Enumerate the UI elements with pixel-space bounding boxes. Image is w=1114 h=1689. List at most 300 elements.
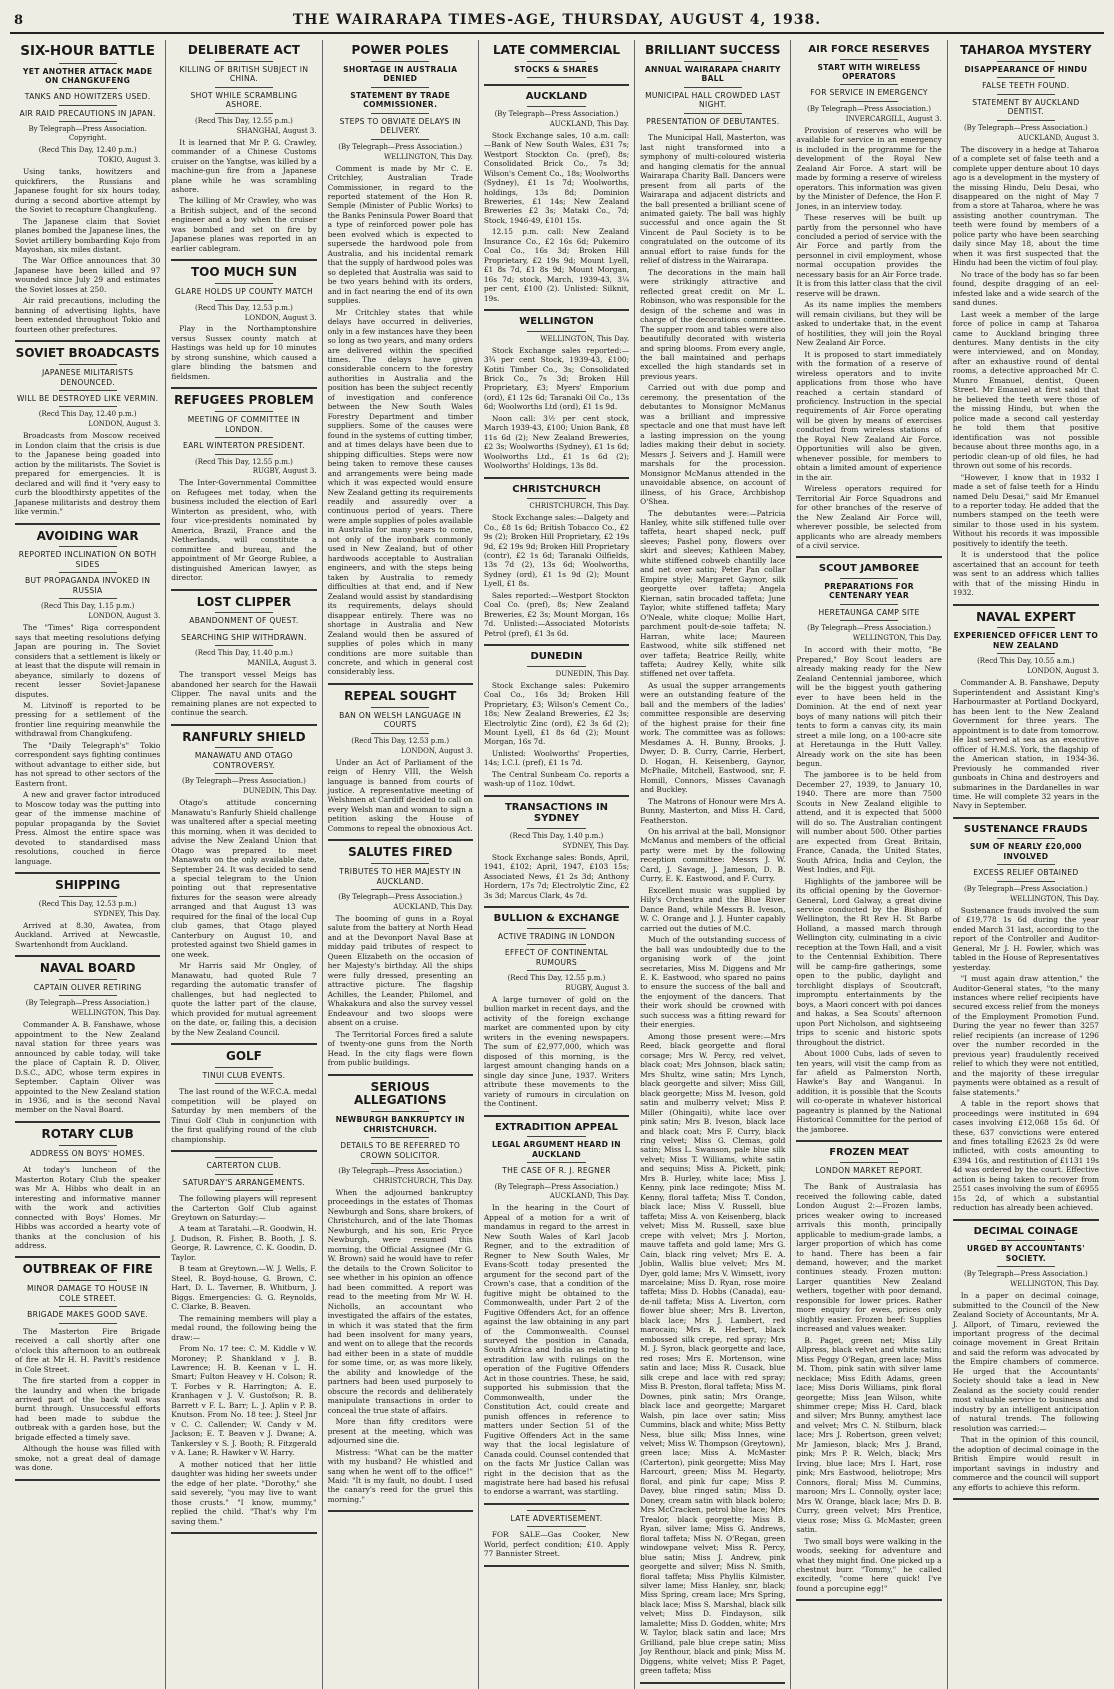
article: [328, 44, 473, 677]
headline-rule: [527, 1510, 585, 1511]
paragraph: Arrived at 8.30, Awatea, from Auckland. Arrived at Newcastle, Swartenhondt from Auckland.: [15, 920, 161, 949]
paragraph: A table in the report shows that proceedings were instituted in 694 cases involving £12,068 15s 6d. Of these, 637 convictions were entered and fines totalling £2623 2s 0d were inflicted, with costs amounting to £394 16s, and restitution of £1131 19s 4d was ordered by the court. Effective action is being taken to recover from 2551 cases involving the sum of £6955 15s 2d, of which a substantial reduction has already been achieved.: [952, 1099, 1099, 1213]
article-headline: SUSTENANCE FRAUDS: [963, 823, 1088, 835]
dateline: MANILA, August 3.: [247, 659, 317, 668]
article-separator: [484, 1565, 629, 1567]
headline-deck: KILLING OF BRITISH SUBJECT IN CHINA.: [179, 64, 309, 84]
headline-rule: [997, 1266, 1056, 1267]
paragraph: The Municipal Hall, Masterton, was last night transformed into a symphony of multi-coloured wisteria and hanging clematis for the annual Wairarapa Charity Ball. Dancers were present from all parts of the Wairarapa and adjacent districts and the ball presented a brilliant scene of animated gaiety. The ball was highly successful and once again the St Vincent de Paul Society is to be congratulated on the outcome of its annual effort to raise funds for the relief of distress in the Wairarapa.: [640, 133, 786, 266]
paragraph: The last round of the W.F.C.A. medal competition will be played on Saturday by men members of the Tinui Golf Club in conjunction with the first qualifying round of the club championship.: [171, 1087, 317, 1144]
article: [484, 802, 629, 900]
article-separator: [640, 1682, 785, 1684]
headline-deck: ABANDONMENT OF QUEST.: [189, 616, 299, 626]
article-body: [15, 623, 160, 866]
article-headline: SERIOUS ALLEGATIONS: [353, 1079, 447, 1108]
paragraph: The decorations in the main hall were strikingly attractive and reflected great credit on Mr L. Robinson, who was responsible for the design of the scheme and was in charge of the decorations committee. The supper room and tables were also beautifully decorated with wisteria and spring blooms. From every angle, the ball maintained and perhaps excelled the high standards set in previous years.: [640, 267, 786, 381]
article: [953, 44, 1099, 598]
article-headline: LATE COMMERCIAL: [492, 43, 621, 57]
received-time: (Recd This Day, 10.55 a.m.): [977, 657, 1075, 666]
article-headline: NAVAL EXPERT: [976, 609, 1076, 624]
dateline: LONDON, August 3.: [88, 612, 161, 621]
headline-rule: [997, 1240, 1056, 1241]
paragraph: The War Office announces that 30 Japanese have been killed and 97 wounded since July 29 and estimates the Soviet losses at 250.: [15, 256, 161, 294]
paragraph: "However, I know that in 1932 I made a set of false teeth for a Hindu named Delu Desai," said Mr Emanuel to a reporter today. He added that the numbers stamped on the teeth were similar to those used in his system. Without his records it was impossible positively to identify the teeth.: [952, 472, 1099, 548]
article-headline: WELLINGTON: [519, 316, 594, 328]
received-time: (Recd This Day, 11.40 p.m.): [195, 649, 293, 658]
paragraph: The Japanese claim that Soviet planes bombed the Japanese lines, the Soviet artillery bombarding Kojo from Mayoshan, six miles distant.: [15, 216, 161, 255]
article: [171, 266, 316, 381]
article: [15, 347, 160, 516]
headline-rule: [997, 881, 1056, 882]
paragraph: The booming of guns in a Royal salute from the battery at North Head and at the Devonport Naval Base at midday paid tributes of respect to Queen Elizabeth on the occasion of her Majesty's birthday. All the ships were fully dressed, presenting an attractive picture. The flagship Achilles, the Leander, Philomel, and Whakakura and also the survey vessel Endeavour and two sloops were absent on a cruise.: [327, 914, 473, 1028]
paragraph: The transport vessel Meigs has abandoned her search for the Hawaii Clipper. The naval units and the remaining planes are not expected to continue the search.: [171, 670, 317, 718]
headline-rule: [59, 1306, 117, 1307]
article-separator: [171, 387, 316, 389]
paragraph: At today's luncheon of the Masterton Rotary Club the speaker was Mr A. Hibbs who dealt in an interesting and informative manner with the work and activities connected with Boys' Homes. Mr Hibbs was accorded a hearty vote of thanks at the conclusion of his address.: [15, 1165, 161, 1250]
headline-deck: SEARCHING SHIP WITHDRAWN.: [181, 632, 307, 642]
article-body: [15, 921, 160, 949]
headline-rule: [997, 864, 1056, 865]
headline-deck: JAPANESE MILITARISTS DENOUNCED.: [41, 368, 134, 387]
article-separator: [484, 309, 629, 311]
newspaper-title: THE WAIRARAPA TIMES-AGE, THURSDAY, AUGUST 4, 1938.: [292, 12, 822, 28]
paragraph: Play in the Northamptonshire versus Sussex county match at Hastings was held up for 10 minutes by strong sunshine, which caused a glare blinding the batsmen and fieldsmen.: [171, 324, 317, 381]
paragraph: The "Daily Telegraph's" Tokio correspondent says fighting continues without advantage to either side, but has not spread to other sectors of the Eastern front.: [15, 740, 161, 788]
headline-rule: [215, 747, 273, 748]
headline-rule: [684, 113, 742, 114]
article-headline: AUCKLAND: [525, 91, 588, 103]
dateline: WELLINGTON, This Day.: [1010, 894, 1099, 903]
headline-rule: [527, 1526, 585, 1527]
paragraph: Broadcasts from Moscow received in London claim that the crisis is due to the Japanese being goaded into action by the militarists. The Soviet is prepared for emergencies. It is declared and will find it "very easy to curb the bloodthirsty appetites of the Japanese militarists and destroy them like vermin.": [15, 431, 161, 517]
article-separator: [15, 523, 160, 525]
paragraph: The discovery in a hedge at Taharoa of a complete set of false teeth and a complete upper denture about 10 days ago is a development in the mystery of the missing Hindu, Delu Desai, who disappeared on the night of May 7 from a store at Taharoa, where he was assisting another countryman. The teeth were found by members of a police party who have been searching daily since May 18, about the time when it was first suspected that the Hindu had been the victim of foul play.: [952, 144, 1099, 268]
article-headline: LOST CLIPPER: [196, 594, 292, 609]
headline-rule: [527, 970, 585, 971]
dateline: WELLINGTON, This Day.: [852, 634, 942, 643]
article-separator: [796, 1140, 941, 1142]
article-headline: TRANSACTIONS IN SYDNEY: [504, 801, 609, 825]
article-separator: [15, 1121, 160, 1123]
article: [328, 690, 473, 833]
dateline: SYDNEY, This Day.: [562, 841, 630, 850]
headline-deck: MINOR DAMAGE TO HOUSE IN COLE STREET.: [27, 1284, 149, 1303]
paragraph: Mr Harris said Mr Ongley, of Manawatu, had quoted Rule 7 regarding the automatic transfer of challenges, but had neglected to quote the latter part of the clause, which provided for mutual agreement on the date, or, failing this, a decision by the New Zealand Council.: [171, 961, 317, 1037]
article-headline: TAHAROA MYSTERY: [960, 43, 1092, 57]
press-credit: (By Telegraph—Press Association.): [338, 1167, 463, 1176]
headline-rule: [215, 87, 273, 88]
article-body: [171, 1087, 316, 1144]
headline-rule: [527, 77, 585, 78]
article-body: [953, 906, 1099, 1213]
paragraph: A mother noticed that her little daughter was hiding her sweets under the edge of her plate. "Dorothy," she said severely, "you may live to want those crusts." "I know, mummy," replied the child. "That's why I'm saving them.": [171, 1459, 317, 1526]
article: [796, 1147, 941, 1593]
headline-deck: DISAPPEARANCE OF HINDU: [964, 64, 1088, 74]
article-headline: CHRISTCHURCH: [512, 483, 601, 495]
paragraph: Stock Exchange sales: Bonds, April, 1941, £102; April, 1947, £103 15s; Associated News, £1 2s 3d; Anthony Hordern, 17s 7d; Electrolytic Zinc, £2 3s 3d; Marcus Clark, 4s 7d.: [483, 852, 630, 900]
article-separator: [328, 683, 473, 685]
received-time: (Recd This Day, 12.40 p.m.): [38, 146, 137, 155]
paragraph: In a paper on decimal coinage, submitted to the Council of the New Zealand Society of Accountants, Mr A. J. Allport, of Timaru, reviewed the important progress of the decimal coinage movement in Great Britain and said the reform was advocated by the Empire chambers of commerce. He urged that the Accountants' Society should take a lead in New Zealand as the society could render most valuable service to business and industry by an intelligent anticipation of natural trends. The following resolution was carried:—: [952, 1291, 1099, 1433]
article-headline: SCOUT JAMBOREE: [818, 563, 920, 575]
article: [484, 651, 629, 789]
article-separator: [484, 795, 629, 797]
dateline: AUCKLAND, August 3.: [1017, 133, 1099, 142]
headline-deck: GLARE HOLDS UP COUNTY MATCH: [174, 287, 314, 297]
paragraph: 12.15 p.m. call: New Zealand Insurance Co., £2 16s 6d; Pukemiro Coal Co., 16s 3d; Broken Hill Proprietary, £2 19s 9d; Mount Lyell, £1 8s 7d, £1 8s 9d; Mount Morgan, 16s 7d; stock, March, 1939-43, 3¼ per cent, £100 (2). Unlisted: Silknit, 19s.: [483, 227, 630, 303]
headline-deck: EARL WINTERTON PRESIDENT.: [182, 441, 305, 451]
article: [484, 913, 629, 1108]
article-headline: REPEAL SOUGHT: [344, 688, 457, 703]
headline-rule: [997, 61, 1056, 62]
column-6: [791, 40, 947, 1689]
paragraph: Provision of reserves who will be available for service in an emergency is included in the programme for the development of the Royal New Zealand Air Force. A start will be made by forming a reserve of wireless operators. This information was given by the Minister of Defence, the Hon F. Jones, in an interview today.: [796, 125, 942, 211]
headline-deck: STOCKS & SHARES: [514, 64, 599, 74]
headline-deck: NEWBURGH BANKRUPTCY IN CHRISTCHURCH.: [335, 1115, 465, 1134]
headline-deck: PREPARATIONS FOR CENTENARY YEAR: [824, 581, 914, 601]
headline-rule: [840, 578, 898, 579]
dateline: LONDON, August 3.: [88, 420, 161, 429]
paragraph: It is learned that Mr P. G. Crawley, commander of a Chinese Customs cruiser on the Yangtse, was killed by a machine-gun fire from a Japanese plane while he was scrambling ashore.: [171, 137, 317, 194]
headline-rule: [997, 94, 1056, 95]
article-body: [484, 346, 629, 471]
headline-rule: [997, 838, 1056, 839]
article-body: [796, 1182, 941, 1593]
paragraph: Commander A. B. Fanshawe, Deputy Superintendent and Assistant King's Harbourmaster at Portland Dockyard, has been lent to the New Zealand Government for three years. The appointment is to date from tomorrow. He last served at sea as an executive officer of H.M.S. York, the flagship of the American station, in 1934-36. Previously he commanded river gunboats in China and destroyers and submarines in the Dardanelles in war time. He will complete 32 years in the Navy in September.: [952, 678, 1099, 811]
paragraph: Although the house was filled with smoke, not a great deal of damage was done.: [15, 1444, 161, 1473]
article-body: [328, 758, 473, 834]
headline-rule: [371, 1163, 429, 1164]
article: [15, 879, 160, 949]
headline-rule: [527, 1179, 585, 1180]
column-4: [479, 40, 635, 1689]
headline-rule: [215, 454, 273, 455]
headline-rule: [371, 139, 429, 140]
press-credit: (By Telegraph—Press Association.): [963, 123, 1088, 132]
article-separator: [484, 1503, 629, 1505]
article-body: [953, 145, 1099, 598]
article-separator: [953, 1498, 1099, 1500]
headline-deck: BUT PROPAGANDA INVOKED IN RUSSIA: [24, 576, 151, 595]
dateline: AUCKLAND, This Day.: [549, 119, 630, 128]
paragraph: Air raid precautions, including the banning of advertising lights, have been extended throughout Tokio and fourteen other prefectures.: [15, 296, 161, 334]
headline-rule: [840, 101, 898, 102]
press-credit: (By Telegraph—Press Association.): [25, 999, 150, 1008]
headline-rule: [59, 1280, 117, 1281]
received-time: (Recd This Day, 12.53 p.m.): [195, 303, 293, 312]
headline-rule: [527, 61, 585, 62]
press-credit: (By Telegraph—Press Association.): [182, 777, 306, 786]
paragraph: No trace of the body has so far been found, despite dragging of an eel-infested lake and a wide search of the sand dunes.: [952, 269, 1099, 308]
dateline: SHANGHAI, August 3.: [236, 126, 317, 135]
article: [171, 1050, 316, 1144]
paragraph: In the hearing in the Court of Appeal of a motion for a writ of mandamus in regard to the arrest in New South Wales of Karl Jacob Regner, and to the extradition of Regner to New South Wales, Mr Evans-Scott today presented the argument for the second part of the Crown's case, that a condition of the fugitive might be obtained to the Commonwealth, under Part 2 of the Fugitive Offenders Act, for an offence against the law obtaining in any part of the Commonwealth. Counsel surveyed the position in Canada, South Africa and India as relating to extradition law with rulings on the operation of the Fugitive Offenders Act in those countries. These, he said, supported his submission that the Commonwealth, under the Constitution Act, could create and punish offences in reference to matters under Section 51 of the Fugitive Offenders Act in the same way that the local legislature of Canada could. Counsel contended that on the facts Mr Justice Callan was right in the decision that as the magistrate here had based his refusal to endorse a warrant, was startling.: [483, 1203, 630, 1497]
headline-deck: CAPTAIN OLIVER RETIRING: [33, 982, 142, 992]
paragraph: Under an Act of Parliament of the reign of Henry VIII, the Welsh language is banned from courts of justice. A representative meeting of Welshmen at Cardiff decided to call on every Welsh man and woman to sign a petition asking the House of Commons to repeal the obnoxious Act.: [327, 757, 473, 833]
dateline: RUGBY, August 3.: [252, 467, 317, 476]
press-credit: By Telegraph—Press Association. Copyright.: [28, 125, 147, 143]
article: [171, 731, 316, 1037]
headline-deck: THE CASE OF R. J. REGNER: [502, 1166, 611, 1176]
paragraph: A team at Taratahi.—R. Goodwin, H. J. Dudson, R. Fisher, B. Booth, J. S. George, R. Lawrence, C. K. Goodin, D. Taylor.: [171, 1224, 317, 1262]
headline-rule: [215, 411, 273, 412]
received-time: (Recd This Day, 12.55 p.m.): [195, 457, 293, 466]
article-body: [484, 995, 629, 1109]
headline-rule: [527, 106, 585, 107]
article-headline: NAVAL BOARD: [39, 961, 136, 976]
article-separator: [15, 1479, 160, 1481]
headline-rule: [59, 1161, 117, 1162]
dateline: CHRISTCHURCH, This Day.: [373, 1177, 473, 1185]
paragraph: B team at Greytown.—W. J. Wells, F. Steel, R. Boyd-house, G. Brown, C. Hart, D. L. Taverner, B. Whitburn, J. Biggs. Emergencies: G. G. Reynolds, C. Clarke, B. Beaven.: [171, 1264, 317, 1312]
article-body: [484, 681, 629, 789]
article-headline: BRILLIANT SUCCESS: [645, 43, 781, 57]
received-time: (Recd This Day, 12.55 p.m.): [195, 116, 293, 125]
dateline: RUGBY, August 3.: [565, 983, 630, 992]
article-headline: FROZEN MEAT: [829, 1147, 909, 1159]
paragraph: Stock Exchange sales, 10 a.m. call:—Bank of New South Wales, £31 7s; Westport Stockton Co. (pref), 8s; Consolidated Brick Co., 7s 3d; Wilson's Cement Co., 18s; Woolworths (Sydney), £1 1s 7d; Woolworths, holdings, 13s 8d; Dominion Breweries, £1 14s; New Zealand Breweries £2 3s; Mataki Co., 7d; Stock, 1946-49, £101 15s.: [483, 130, 630, 225]
paragraph: The Inter-Governmental Committee on Refugees met today, when the business included the election of Earl Winterton as president, who, with four vice-presidents nominated by America, Brazil, France and the Netherlands, will constitute a committee and bureau, and the appointment of Mr George Rublee, a distinguished American lawyer, as director.: [171, 478, 317, 583]
article-body: [171, 324, 316, 381]
paragraph: About 1000 Cubs, lads of seven to ten years, will visit the camp from as far afield as Palmerston North, Hawke's Bay and Wanganui. In addition, it is possible that the Scouts will co-operate in whatever historical pageantry is planned by the National Historical Committee for the period of the jamboree.: [796, 1049, 942, 1134]
headline-deck: DETAILS TO BE REFERRED TO CROWN SOLICITOR.: [340, 1141, 461, 1160]
paragraph: Highlights of the jamboree will be its official opening by the Governor-General, Lord Galway, a great divine service conducted by the Bishop of Wellington, the Rt Rev H. St Barbe Holland, a massed march through Wellington city, culminating in a civic reception at the Town Hall, and a visit to the Centennial Exhibition. There will be camp-fire gatherings, some open to the public, daylight and torchlight displays of Scoutcraft, impromptu entertainments by the boys, a Maori concert with poi dances and hakas, a Sea Scouts' afternoon upon Port Nicholson, and sightseeing trips to scenic and historic spots throughout the district.: [796, 876, 942, 1047]
headline-deck: STEPS TO OBVIATE DELAYS IN DELIVERY.: [339, 116, 461, 136]
received-time: (Recd This Day, 12.55 p.m.): [507, 974, 606, 983]
headline-rule: [59, 546, 117, 547]
newspaper-columns: [10, 40, 1104, 1676]
dateline: TOKIO, August 3.: [98, 156, 161, 165]
headline-rule: [371, 1137, 429, 1138]
headline-deck: PRESENTATION OF DEBUTANTES.: [646, 116, 780, 126]
headline-rule: [59, 598, 117, 599]
headline-deck: REPORTED INCLINATION ON BOTH SIDES: [18, 550, 157, 569]
paragraph: The "Times" Riga correspondent says that meeting resolutions defying Japan are pouring in. The Soviet considers that a settlement is likely or at least that the dispute will remain in abeyance, similarly to dozens of recent lesser Soviet-Japanese disputes.: [15, 623, 161, 699]
article: [15, 1263, 160, 1472]
article-body: [640, 133, 785, 1675]
article-headline: OUTBREAK OF FIRE: [22, 1262, 153, 1277]
article-separator: [328, 839, 473, 841]
headline-rule: [997, 653, 1056, 654]
dateline: WELLINGTON, This Day.: [1010, 1280, 1099, 1289]
paragraph: Otago's attitude concerning Manawatu's Ranfurly Shield challenge was unaltered after a special meeting this morning, when it was decided to advise the New Zealand Union that Otago was prepared to meet Manawatu on the only available date, September 24. It was decided to send a special telegram to the Union pointing out that representative fixtures for the season were already arranged and that August 13 was required for the final of the local Cup club games, that Otago played Canterbury on August 10, and protested against two Shield games in one week.: [171, 798, 317, 959]
dateline: LONDON, August 3.: [1027, 667, 1099, 676]
press-credit: (By Telegraph—Press Association.): [494, 109, 619, 118]
article: [953, 1226, 1099, 1492]
headline-deck: LONDON MARKET REPORT.: [815, 1165, 923, 1175]
article: [796, 44, 941, 550]
headline-deck: SHORTAGE IN AUSTRALIA DENIED: [343, 64, 458, 84]
headline-rule: [997, 120, 1056, 121]
article-separator: [796, 1599, 941, 1601]
headline-deck: WILL BE DESTROYED LIKE VERMIN.: [16, 394, 159, 403]
dateline: CHRISTCHURCH, This Day.: [529, 502, 630, 511]
headline-deck: SATURDAY'S ARRANGEMENTS.: [182, 1177, 306, 1187]
headline-rule: [59, 390, 117, 391]
paragraph: Unlisted: Woolworths' Properties, 14s; I.C.I. (pref), £1 1s 7d.: [483, 748, 630, 768]
headline-rule: [371, 61, 429, 62]
paragraph: Wireless operators required for Territorial Air Force Squadrons and for other branches of the reserve of the New Zealand Air Force will, wherever possible, be selected from applicants who are already members of a civil service.: [796, 484, 942, 551]
paragraph: That in the opinion of this council, the adoption of decimal coinage in the British Empire would result in important savings in industry and commerce and the council will support any efforts to achieve this reform.: [952, 1435, 1099, 1492]
headline-deck: ACTIVE TRADING IN LONDON: [497, 931, 616, 941]
headline-rule: [371, 889, 429, 890]
paragraph: It is proposed to start immediately with the formation of a reserve of wireless operators and to invite applications from those who have reached a certain standard of proficiency. Instruction in the special requirements of Air Force operating will be given by means of exercises conducted from wireless stations of the Royal New Zealand Air Force. Opportunities will also be given, whenever possible, for members to obtain a limited amount of experience in the air.: [796, 349, 942, 482]
headline-rule: [59, 1145, 117, 1146]
article-separator: [484, 1115, 629, 1117]
headline-rule: [59, 979, 117, 980]
paragraph: Commander A. B. Fanshawe, whose appointment to the New Zealand naval station for three years was announced by cable today, will take the place of Captain R. D. Oliver, D.S.C., ADC, whose term expires in September. Captain Oliver was appointed to the New Zealand station in 1936, and is the second Naval member on the Naval Board.: [15, 1020, 161, 1115]
article-separator: [953, 604, 1099, 606]
article-headline: AIR FORCE RESERVES: [808, 44, 930, 55]
received-time: (Recd This Day, 12.40 p.m.): [38, 410, 137, 419]
dateline: LONDON, August 3.: [244, 313, 317, 322]
headline-deck: MANAWATU AND OTAGO CONTROVERSY.: [194, 751, 293, 770]
paragraph: Carried out with due pomp and ceremony, the presentation of the debutantes to Monsignor McManus was a brilliant and impressive spectacle and one that must have left a lasting impression on the young ladies making their debut in society. Messrs J. Seivers and J. Hamill were marshals for the procession. Monsignor McManus attended in the unavoidable absence, on account of illness, of his Grace, Archbishop O'Shea.: [640, 383, 786, 507]
dateline: DUNEDIN, This Day.: [243, 787, 317, 796]
press-credit: (By Telegraph—Press Association.): [494, 1182, 619, 1191]
headline-deck: ADDRESS ON BOYS' HOMES.: [30, 1148, 146, 1158]
column-1: [10, 40, 166, 1689]
article-separator: [953, 1219, 1099, 1221]
headline-rule: [215, 300, 273, 301]
headline-rule: [215, 629, 273, 630]
article: [171, 394, 316, 582]
column-2: [166, 40, 322, 1689]
article-headline: GOLF: [225, 1048, 262, 1063]
headline-rule: [527, 331, 585, 332]
headline-rule: [215, 283, 273, 284]
masthead: [10, 8, 1104, 34]
headline-deck: HERETAUNGA CAMP SITE: [818, 607, 920, 617]
headline-rule: [215, 645, 273, 646]
article-body: [171, 670, 316, 717]
article: [328, 1081, 473, 1505]
article-headline: SOVIET BROADCASTS: [15, 346, 160, 361]
article: [171, 596, 316, 718]
headline-rule: [371, 733, 429, 734]
headline-rule: [59, 896, 117, 897]
headline-deck: MUNICIPAL HALL CROWDED LAST NIGHT.: [645, 90, 781, 110]
paragraph: Comment is made by Mr C. E. Critchley, Australian Trade Commissioner, in regard to the reported statement of the Hon R. Semple (Minister of Public Works) to the Banks Peninsula Power Board that a type of reinforced power pole has been evolved which is expected to supersede the hardwood pole from Australia, and his incidental remark that the supply of hardwood poles was so depleted that Australia was said to be two years behind with its orders, and in fact nearing the end of its own supplies.: [327, 163, 473, 306]
article: [15, 1128, 160, 1251]
headline-deck: STATEMENT BY TRADE COMMISSIONER.: [350, 90, 451, 110]
paragraph: A new and graver factor introduced to Moscow today was the putting into gear of the immense machine of popular propaganda by the Soviet Press. Almost the entire space was devoted to standardised mass resolutions, couched in fierce language.: [15, 790, 161, 866]
headline-rule: [215, 1174, 273, 1175]
article: [640, 44, 785, 1676]
article: [15, 962, 160, 1115]
article-separator: [171, 1043, 316, 1045]
paragraph: The following players will represent the Carterton Golf Club against Greytown on Saturday:—: [171, 1194, 317, 1222]
headline-deck: EFFECT OF CONTINENTAL RUMOURS: [504, 948, 609, 967]
headline-rule: [371, 1111, 429, 1112]
headline-rule: [215, 773, 273, 774]
headline-rule: [840, 604, 898, 605]
headline-rule: [371, 863, 429, 864]
headline-rule: [684, 87, 742, 88]
headline-deck: LATE ADVERTISEMENT.: [510, 1513, 603, 1523]
article: [953, 611, 1099, 811]
dateline: AUCKLAND, This Day.: [393, 903, 473, 912]
paragraph: It is understood that the police ascertained that an account for teeth was sent to an address which tallies with that of the missing Hindu in 1932.: [952, 550, 1099, 598]
paragraph: The Masterton Fire Brigade received a call shortly after one o'clock this afternoon to an outbreak of fire at Mr H. H. Pavitt's residence in Cole Street.: [15, 1326, 161, 1374]
article-headline: RANFURLY SHIELD: [182, 729, 306, 744]
article-body: [484, 853, 629, 900]
article-separator: [171, 589, 316, 591]
article-separator: [15, 872, 160, 874]
paragraph: The debutantes were:—Patricia Hanley, white silk stiffened tulle over taffeta, heart shaped neck, puff sleeves; Pashel pony, flowers over skirt and sleeves; Kathleen Mabey, white stiffened cobweb chantilly lace and net over satin; Peter Pan collar Empire style; Margaret Gaynor, silk georgette over taffeta; Angela Kiernan, satin brocaded taffeta; June Taylor, white stiffened taffeta; Mary O'Neale, white cloque; Mollie Hart, parchment poult-de-soie taffeta; N. Harran, white lace; Maureen Eastwood, white silk stiffened net over taffeta; Beatrice Reilly, white taffeta; Audrey Kelly, white silk stiffened net over taffeta.: [640, 508, 786, 679]
article-headline: BULLION & EXCHANGE: [493, 913, 620, 925]
paragraph: Among those present were:—Mrs Reed, black georgette and floral corsage; Mrs W. Percy, red velvet, black coat; Mrs Johnson, black satin; Mrs Shultz, wine satin; Mrs Lynch, black georgette and silver; Miss Gill, black georgette; Miss M. Iveson, gold satin and mulberry velvet; Miss P. Miller (Ohingaiti), white lace over pink satin; Mrs B. Iveson, black lace and black coat; Mrs F. Curry, black ring velvet; Miss G. Clemas, gold satin; Miss L. Swanson, pale blue silk velvet; Miss T. Williams, white satin and sequins; Miss A. Pickett, pink; Mrs B. Hurley, white lace; Miss J. Kenny, pink lace redingote; Miss M. Kenny, floral taffeta; Miss T. Condon, black lace; Miss V. Russell, blue taffeta; Miss A. von Keisenberg, black velvet; Miss M. Russell, saxe blue crepe with velvet; Mrs J. Morton, mauve taffeta and gold lame; Mrs G. Cain, black ring velvet; Mrs E. A. Joblin, Wallis blue velvet; Mrs M. Dyer, gold lame; Mrs V. Wimsett, ivory marcelaine; Miss D. Ryan, rose moire taffeta; Miss D. Hobbs (Canada), eau-de-nil taffeta; Miss A. Liverton, corn flower blue sheer; Mrs B. Liverton, black lace; Mrs J. Lambert, red marocain; Mrs R. Herbert, black embossed silk crepe, red spray; Mrs M. J. Syron, black georgette and lace, red roses; Mrs E. Mortenson, wine satin and lace; Miss R. Cusack, blue silk crepe and lace with red spray; Miss B. Preston, floral taffeta; Miss M. Downes, pink satin; Mrs Orange, black lace and georgette; Margaret Walsh, pin lace over satin; Miss Cummins, black and white; Miss Betty Ness, blue silk; Miss Innes, wine velvet; Miss W. Thompson (Greytown), green lace; Miss A. McMaster (Carterton), pink georgette; Miss May Harcourt, green; Miss M. Hegarty, floral, and pink fur cape; Miss P. Davey, blue ringed satin; Miss D. Doney, cream satin with black bolero; Mrs McCracken, petrol blue lace; Mrs Trealor, black georgette; Miss B. Ryan, silver lame; Miss G. Andrews, floral taffeta; Miss N. O'Regan, green windowpane velvet; Miss R. Percy, blue satin; Miss J. Andrew, pink georgette and silver; Miss N. Smith, floral taffeta; Miss Phyllis Kilmister, silver lame; Miss Hanley, snr, black; Miss Spring, cream lace; Mrs Spring, black lace; Miss S. Marshal, black silk velvet; Miss D. Findayson, silk lamalette; Miss D. Godden, white; Mrs W. Taylor, black satin and lace; Mrs Grilliand, pale blue crepe satin; Miss Joy Renthour, black and pink; Miss M. Diggens, white velvet; Miss P. Paget, green taffeta; Miss: [640, 1031, 786, 1676]
paragraph: Last week a member of the large force of police in camp at Taharoa came to Auckland bringing three dentures. Many dentists in the city were interviewed, and on Monday, after an exhaustive round of dental rooms, a detective approached Mr C. Munro Emanuel, dentist, Queen Street. Mr Emanuel at first said that he believed the teeth were those of the missing Hindu, but when the police made a second call yesterday he told them that positive identification was not possible because about three months ago, in a periodic clean-up of old files, he had thrown out some of his records.: [952, 309, 1099, 471]
received-time: (Recd This Day, 12.53 p.m.): [38, 899, 137, 908]
press-credit: (By Telegraph—Press Association.): [963, 884, 1088, 893]
paragraph: The Territorial Forces fired a salute of twenty-one guns from the North Head. In the city flags were flown from public buildings.: [327, 1029, 473, 1068]
article: [484, 91, 629, 303]
paragraph: Sales reported:—Westport Stockton Coal Co. (pref), 8s; New Zealand Breweries, £2 3s; Mount Morgan, 16s 7d. Unlisted:—Associated Motorists Petrol (pref), £1 3s 6d.: [483, 590, 630, 638]
headline-rule: [527, 928, 585, 929]
paragraph: When the adjourned bankruptcy proceedings in the estates of Thomas Newburgh and Sons, share brokers, of Christchurch, and of the late Thomas Newburgh, and his son, Eric Pryce Newburgh, were resumed this morning, the Official Assignee (Mr G. W. Brown) said he would have to refer the details to the Crown Solicitor to see whether in his opinion an offence had been committed. A report was read to the meeting from Mr W. H. Nicholls, an accountant who investigated the affairs of the estates, in which it was stated that the firm had been insolvent for many years, and went on to allege that the records had either been in a state of muddle for some time, or, as was more likely, the ability and knowledge of the partners had been used purposely to obscure the records and deliberately manipulate transactions in order to conceal the true state of affairs.: [327, 1187, 473, 1415]
article-body: [484, 131, 629, 303]
headline-rule: [59, 88, 117, 89]
column-7: [948, 40, 1104, 1689]
headline-rule: [215, 612, 273, 613]
article-headline: DECIMAL COINAGE: [973, 1225, 1079, 1237]
article-separator: [171, 724, 316, 726]
paragraph: Sustenance frauds involved the sum of £19,778 1s 6d during the year ended March 31 last, according to the report of the Controller and Auditor-General, Mr J. H. Fowler, which was tabled in the House of Representatives yesterday.: [952, 905, 1099, 972]
headline-deck: URGED BY ACCOUNTANTS' SOCIETY.: [966, 1244, 1085, 1263]
dateline: INVERCARGILL, August 3.: [845, 114, 942, 123]
article: [15, 44, 160, 334]
paragraph: Stock Exchange sales:—Dalgety and Co., £8 1s 6d; British Tobacco Co., £2 9s (2); Broken Hill Proprietary, £2 19s 9d, £2 19s 9d; Broken Hill Proprietary (contr), £2 1s 6d; Taranaki Oilfields, 13s 7d (2), 13s 6d; Woolworths, Sydney (ord), £1 1s 9d (2); Mount Lyell, £1 8s.: [483, 513, 630, 589]
article-separator: [328, 1074, 473, 1076]
paragraph: B. Paget, green net; Miss Lily Allpress, black velvet and white satin; Miss Peggy O'Regan, green lace; Miss M. Thom, pink satin with silver lame necklace; Miss Edith Adams, green lace; Miss Doris Williams, pink floral georgette; Miss Jean Wilson, white shimmer crepe; Miss H. Card, black and silver; Mrs Bunny, amythest lace and velvet; Mrs C. N. Stilburn, black lace; Mrs J. Robertson, green velvet; Mr Jamieson, black; Mrs J. Brand, pink; Mrs P. R. Welch, black; Mrs Irving, blue lace; Mrs I. Hart, rose pink; Mrs Eastwood, heliotrope; Mrs Connors, floral; Miss M. Cummins, maroon; Mrs L. Connolly, oyster lace; Mrs W. Orange, black lace; Mrs D. B. Curry, green velvet; Mrs Prentice, vieux rose; Miss G. McMaster, green satin.: [796, 1335, 942, 1535]
article-body: [484, 1530, 629, 1558]
headline-deck: CARTERTON CLUB.: [206, 1161, 282, 1171]
headline-deck: TRIBUTES TO HER MAJESTY IN AUCKLAND.: [339, 867, 462, 886]
headline-deck: TINUI CLUB EVENTS.: [202, 1070, 286, 1080]
article-body: [953, 1291, 1099, 1492]
paragraph: The Bank of Australasia has received the following cable, dated London August 2:—Frozen lambs, prices weaker owing to increased arrivals this month, principally applicable to medium-grade lambs, a larger proportion of which has come to hand. There has been a fair demand, however, and the market continues steady. Frozen mutton: Larger quantities New Zealand wethers, together with poor demand, responsible for lower prices. Rather more enquiry for ewes, prices only slightly easier. Frozen beef: Supplies increased and values weaker.: [796, 1182, 942, 1334]
article-separator: [484, 906, 629, 908]
headline-deck: FOR SERVICE IN EMERGENCY: [810, 88, 928, 98]
headline-deck: LEGAL ARGUMENT HEARD IN AUCKLAND: [492, 1140, 621, 1159]
article: [171, 1157, 316, 1526]
article-body: [953, 678, 1099, 811]
headline-deck: EXCESS RELIEF OBTAINED: [973, 868, 1079, 878]
article-body: [796, 126, 941, 551]
article-body: [15, 167, 160, 334]
dateline: WELLINGTON, This Day.: [71, 1009, 161, 1018]
paragraph: As usual the supper arrangements were an outstanding feature of the ball and the members of the ladies' committee responsible are deserving of the highest praise for their fine work. The committee was as follows: Mesdames A. H. Bunny, Brooks, J. Dwyer, D. B. Curry, Carrie, Herbert, D. Hogan, H. Keisenberg, Gaynor, McPhaile, Mitchell, Eastwood, snr, F. Homill, Connors, Misses Cavanagh and Buckley.: [640, 680, 786, 795]
headline-deck: TANKS AND HOWITZERS USED.: [24, 92, 151, 102]
headline-rule: [840, 1162, 898, 1163]
article: [953, 824, 1099, 1213]
headline-rule: [215, 1190, 273, 1191]
press-credit: (By Telegraph—Press Association.): [963, 1270, 1088, 1279]
headline-deck: FALSE TEETH FOUND.: [982, 81, 1070, 91]
article-separator: [171, 1532, 316, 1534]
headline-deck: EXPERIENCED OFFICER LENT TO NEW ZEALAND: [953, 631, 1099, 650]
article: [484, 316, 629, 471]
article-body: [328, 914, 473, 1068]
headline-rule: [527, 666, 585, 667]
dateline: LONDON, August 3.: [400, 746, 473, 755]
dateline: WELLINGTON, This Day.: [540, 334, 630, 343]
received-time: (Recd This Day, 1.15 p.m.): [40, 602, 135, 611]
press-credit: (By Telegraph—Press Association.): [338, 142, 463, 151]
paragraph: On his arrival at the ball, Monsignor McManus and members of the official party were met by the following reception committee: Messrs J. W. Card, J. Savage, J. Jameson, D. B. Curry, E. K. Eastwood, and F. Curry.: [640, 826, 786, 884]
headline-deck: AIR RAID PRECAUTIONS IN JAPAN.: [19, 108, 156, 118]
